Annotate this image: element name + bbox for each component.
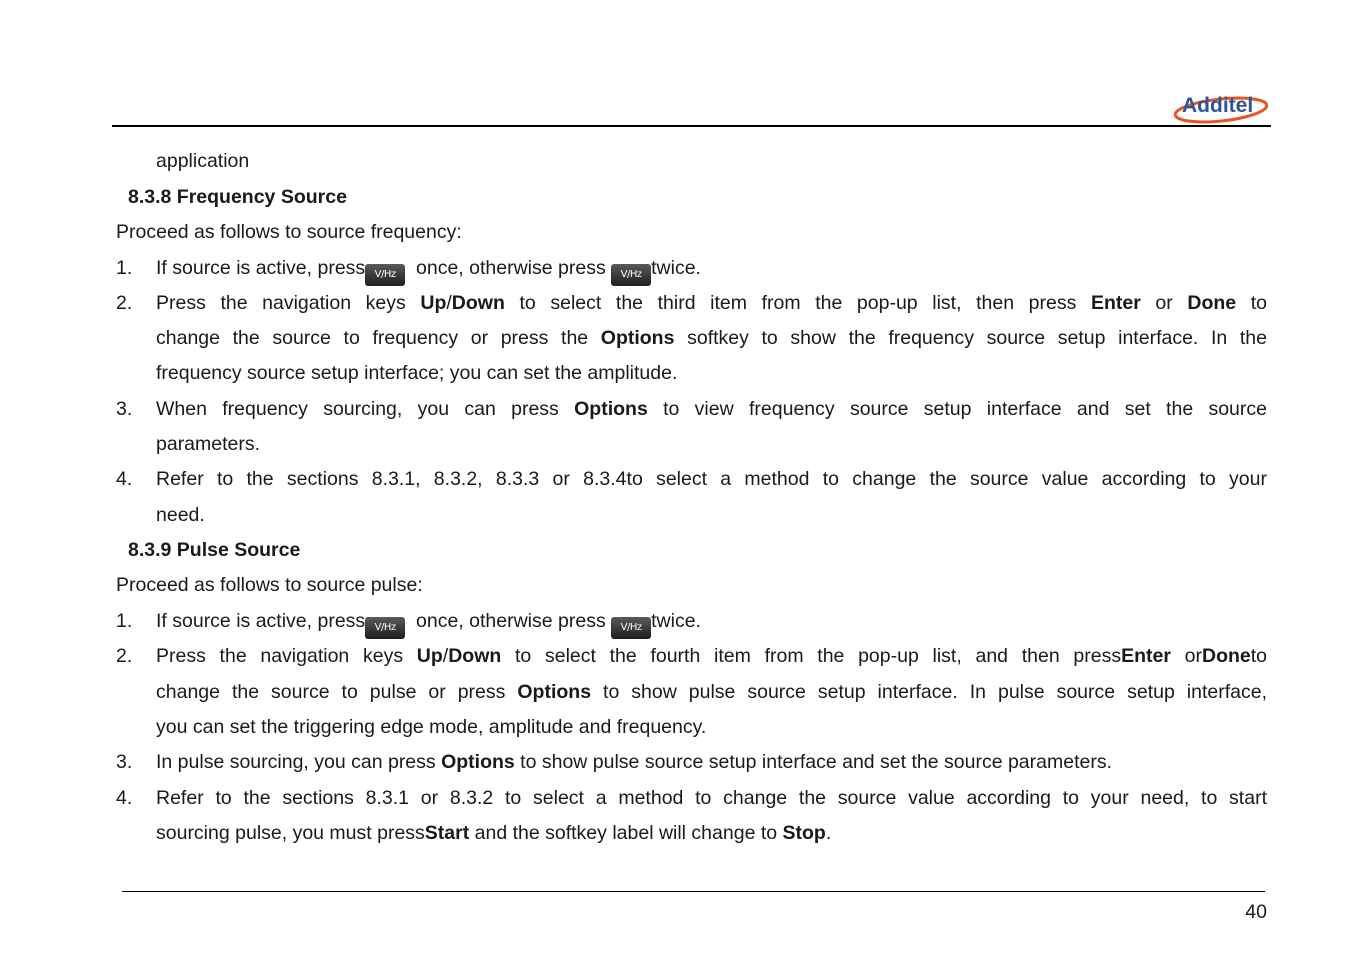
continued-text: application — [156, 150, 250, 172]
vhz-key-icon: V/Hz — [365, 617, 405, 639]
pulse-intro: Proceed as follows to source pulse: — [116, 574, 423, 596]
step-number: 4. — [116, 468, 133, 490]
frequency-step-2-line-2 — [156, 326, 1267, 350]
step-number: 1. — [116, 257, 133, 279]
frequency-step-4-line-2: need. — [156, 504, 205, 526]
section-heading-pulse: 8.3.9 Pulse Source — [128, 539, 301, 561]
key-name: Enter — [1090, 292, 1141, 314]
step-text: Press the navigation keys — [156, 645, 417, 667]
step-text: to — [1236, 292, 1267, 314]
softkey-name: Options — [574, 398, 648, 420]
pulse-step-2-line-3: you can set the triggering edge mode, amplitude and frequency. — [156, 716, 707, 738]
frequency-step-3-line-1 — [156, 397, 1267, 421]
pulse-step-1 — [156, 609, 701, 639]
softkey-name: Start — [424, 822, 470, 844]
vhz-key-icon: V/Hz — [365, 264, 405, 286]
step-text: to view frequency source setup interface and set the source — [647, 398, 1267, 420]
step-text: or — [1170, 645, 1202, 667]
step-text: and the softkey label will change to — [469, 822, 783, 844]
step-text: When frequency sourcing, you can press — [156, 398, 575, 420]
key-name: Up — [416, 645, 443, 667]
step-text: / — [446, 292, 452, 314]
softkey-name: Options — [517, 681, 592, 703]
vhz-key-icon: V/Hz — [611, 617, 651, 639]
softkey-name: Options — [441, 751, 515, 773]
svg-text:Additel: Additel — [1182, 94, 1254, 117]
frequency-step-1 — [156, 256, 701, 286]
header-rule — [112, 125, 1271, 127]
step-text: change the source to frequency or press the — [156, 327, 601, 349]
step-text: softkey to show the frequency source setup interface. In the — [674, 327, 1267, 349]
step-number: 4. — [116, 787, 133, 809]
step-number: 2. — [116, 645, 133, 667]
step-text: to select the fourth item from the pop-up list, and then press — [501, 645, 1122, 667]
vhz-key-icon: V/Hz — [611, 264, 651, 286]
key-name: Done — [1202, 645, 1251, 667]
step-text: to show pulse source setup interface. In pulse source setup interface, — [591, 681, 1267, 703]
step-text: Press the navigation keys — [156, 292, 421, 314]
step-text: sourcing pulse, you must press — [156, 822, 425, 844]
step-text: once, otherwise press — [410, 257, 606, 279]
step-text: to show pulse source setup interface and set the source parameters. — [514, 751, 1112, 773]
page-number: 40 — [1245, 901, 1267, 923]
step-text: twice. — [651, 610, 701, 632]
pulse-step-2-line-1 — [156, 644, 1267, 668]
step-text: twice. — [651, 257, 701, 279]
step-text: change the source to pulse or press — [156, 681, 518, 703]
softkey-name: Stop — [782, 822, 826, 844]
key-name: Up — [420, 292, 447, 314]
step-text: . — [825, 822, 832, 844]
step-text: If source is active, press — [156, 610, 366, 632]
frequency-step-2-line-3: frequency source setup interface; you can set the amplitude. — [156, 362, 678, 384]
key-name: Enter — [1121, 645, 1171, 667]
softkey-name: Options — [600, 327, 675, 349]
additel-logo — [1172, 88, 1270, 126]
step-text: to select the third item from the pop-up list, then press — [504, 292, 1091, 314]
step-text: to — [1250, 645, 1268, 667]
pulse-step-4-line-2 — [156, 821, 831, 845]
frequency-step-3-line-2: parameters. — [156, 433, 261, 455]
key-name: Down — [448, 645, 502, 667]
step-number: 1. — [116, 610, 133, 632]
step-text: / — [442, 645, 449, 667]
step-number: 2. — [116, 292, 133, 314]
step-text: If source is active, press — [156, 257, 366, 279]
pulse-step-4-line-1: Refer to the sections 8.3.1 or 8.3.2 to select a method to change the source value according to your need, to start — [156, 787, 1267, 809]
step-number: 3. — [116, 398, 133, 420]
step-text: In pulse sourcing, you can press — [156, 751, 442, 773]
key-name: Done — [1187, 292, 1237, 314]
pulse-step-2-line-2 — [156, 680, 1267, 704]
frequency-step-4-line-1: Refer to the sections 8.3.1, 8.3.2, 8.3.3 or 8.3.4to select a method to change the source value according to your — [156, 468, 1267, 490]
step-text: once, otherwise press — [410, 610, 606, 632]
pulse-step-3 — [156, 750, 1112, 774]
frequency-intro: Proceed as follows to source frequency: — [116, 221, 462, 243]
frequency-step-2-line-1 — [156, 291, 1267, 315]
step-text: or — [1140, 292, 1188, 314]
section-heading-frequency: 8.3.8 Frequency Source — [128, 186, 347, 208]
footer-rule — [122, 891, 1265, 892]
step-number: 3. — [116, 751, 133, 773]
key-name: Down — [451, 292, 505, 314]
